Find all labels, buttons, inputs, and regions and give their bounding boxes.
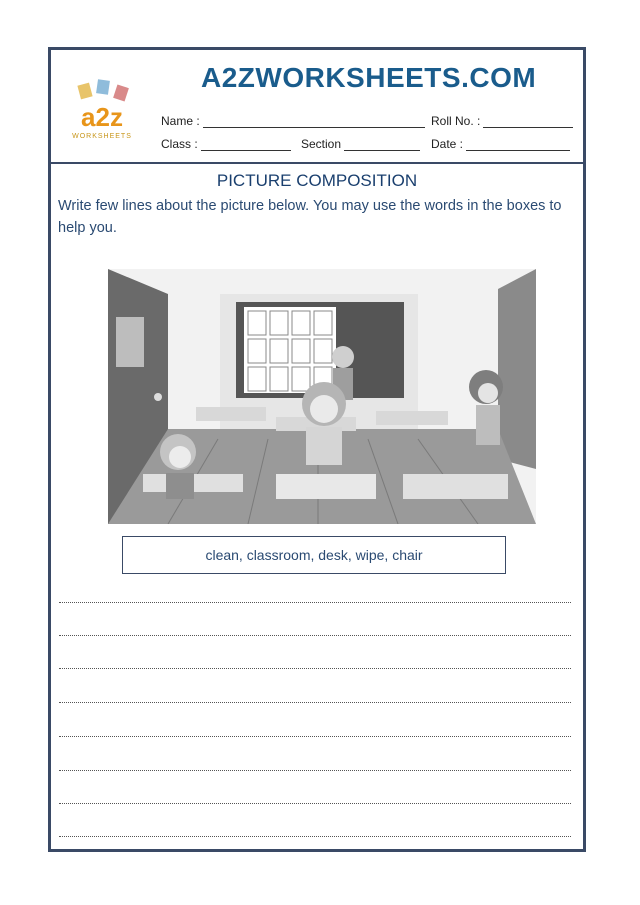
section-line[interactable] <box>344 138 420 151</box>
roll-line[interactable] <box>483 115 573 128</box>
roll-field[interactable] <box>431 114 573 128</box>
class-field[interactable] <box>161 137 291 151</box>
a2z-logo <box>61 76 143 146</box>
class-label: Class : <box>161 137 198 151</box>
writing-line[interactable] <box>59 770 571 771</box>
roll-label: Roll No. : <box>431 114 481 128</box>
writing-line[interactable] <box>59 836 571 837</box>
worksheet-page <box>48 47 586 852</box>
writing-line[interactable] <box>59 702 571 703</box>
writing-line[interactable] <box>59 668 571 669</box>
svg-text:a2z: a2z <box>81 102 123 132</box>
writing-line[interactable] <box>59 803 571 804</box>
writing-line[interactable] <box>59 736 571 737</box>
worksheet-header <box>51 50 583 164</box>
writing-line[interactable] <box>59 602 571 603</box>
date-line[interactable] <box>466 138 570 151</box>
word-hint-box: clean, classroom, desk, wipe, chair <box>122 536 506 574</box>
svg-text:WORKSHEETS: WORKSHEETS <box>72 133 132 140</box>
worksheet-title: PICTURE COMPOSITION <box>216 171 418 190</box>
date-field[interactable] <box>431 137 570 151</box>
instructions-text: Write few lines about the picture below. You may use the words in the boxes to help you. <box>58 198 562 236</box>
site-title: A2ZWORKSHEETS.COM <box>201 62 537 93</box>
section-label: Section <box>301 137 342 151</box>
section-field[interactable] <box>301 137 420 151</box>
classroom-cleaning-illustration <box>108 269 536 524</box>
name-field[interactable] <box>161 114 425 128</box>
name-line[interactable] <box>203 115 425 128</box>
class-line[interactable] <box>201 138 291 151</box>
name-label: Name : <box>161 114 200 128</box>
writing-line[interactable] <box>59 635 571 636</box>
date-label: Date : <box>431 137 464 151</box>
